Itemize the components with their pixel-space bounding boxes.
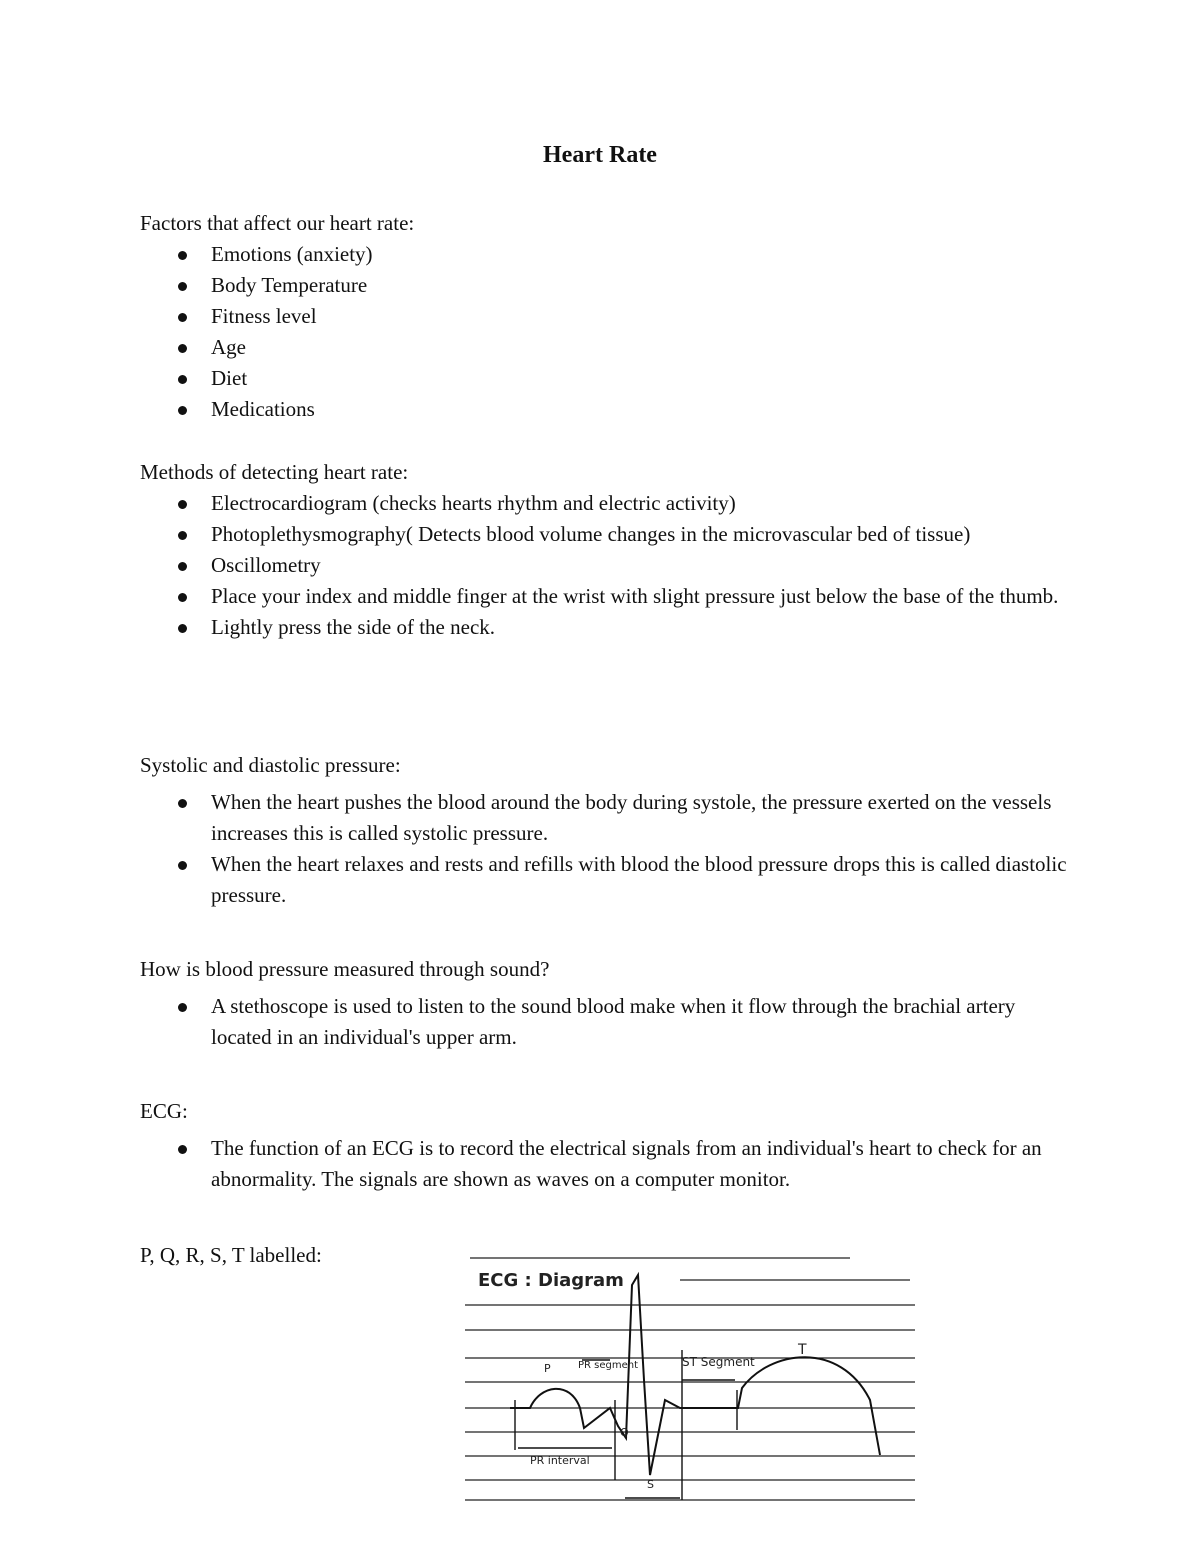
list-item-text: When the heart relaxes and rests and refills with blood the blood pressure drops this is called diastolic pressure.	[211, 852, 1067, 907]
list-item-text: When the heart pushes the blood around the body during systole, the pressure exerted on the vessels increases this is called systolic pressure.	[211, 790, 1052, 845]
list-item	[140, 363, 1070, 394]
bullet-icon	[178, 1145, 187, 1154]
list-item-text: Oscillometry	[211, 553, 321, 577]
label-st-segment: ST Segment	[682, 1355, 755, 1369]
ecg-diagram-svg	[460, 1250, 920, 1520]
label-s: S	[647, 1478, 654, 1491]
labelled-heading: P, Q, R, S, T labelled:	[140, 1243, 322, 1267]
factors-list	[140, 239, 1070, 425]
sound-heading: How is blood pressure measured through sound?	[140, 957, 550, 981]
list-item-text: The function of an ECG is to record the electrical signals from an individual's heart to check for an abnormality. The signals are shown as waves on a computer monitor.	[211, 1136, 1042, 1191]
bullet-icon	[178, 624, 187, 633]
list-item-text: Diet	[211, 366, 248, 390]
page-title: Heart Rate	[543, 142, 657, 168]
list-item	[140, 1133, 1070, 1195]
label-pr-segment: PR segment	[578, 1360, 639, 1371]
list-item	[140, 519, 1070, 550]
list-item	[140, 332, 1070, 363]
bullet-icon	[178, 344, 187, 353]
bullet-icon	[178, 375, 187, 384]
list-item	[140, 270, 1070, 301]
methods-heading: Methods of detecting heart rate:	[140, 460, 409, 484]
list-item	[140, 581, 1070, 612]
list-item	[140, 239, 1070, 270]
bullet-icon	[178, 1003, 187, 1012]
list-item	[140, 787, 1070, 849]
ecg-heading: ECG:	[140, 1099, 188, 1123]
list-item	[140, 488, 1070, 519]
pressure-heading: Systolic and diastolic pressure:	[140, 753, 401, 777]
list-item-text: Photoplethysmography( Detects blood volume changes in the microvascular bed of tissue)	[211, 522, 971, 546]
list-item	[140, 550, 1070, 581]
list-item-text: A stethoscope is used to listen to the sound blood make when it flow through the brachial artery located in an individual's upper arm.	[211, 994, 1016, 1049]
bullet-icon	[178, 593, 187, 602]
sound-list	[140, 991, 1070, 1053]
methods-list	[140, 488, 1070, 643]
list-item	[140, 394, 1070, 425]
label-pr-interval: PR interval	[530, 1454, 590, 1467]
list-item	[140, 991, 1070, 1053]
bullet-icon	[178, 313, 187, 322]
bullet-icon	[178, 531, 187, 540]
bullet-icon	[178, 861, 187, 870]
list-item-text: Lightly press the side of the neck.	[211, 615, 496, 639]
ecg-diagram	[460, 1250, 920, 1520]
list-item	[140, 301, 1070, 332]
list-item-text: Medications	[211, 397, 315, 421]
pressure-list	[140, 787, 1070, 911]
bullet-icon	[178, 406, 187, 415]
bullet-icon	[178, 799, 187, 808]
bullet-icon	[178, 282, 187, 291]
bullet-icon	[178, 251, 187, 260]
label-q: Q	[620, 1426, 629, 1439]
diagram-title: ECG : Diagram	[478, 1270, 624, 1291]
list-item-text: Place your index and middle finger at the wrist with slight pressure just below the base of the thumb.	[211, 584, 1059, 608]
list-item	[140, 612, 1070, 643]
list-item-text: Emotions (anxiety)	[211, 242, 373, 266]
label-t: T	[798, 1342, 807, 1358]
list-item-text: Age	[211, 335, 246, 359]
factors-heading: Factors that affect our heart rate:	[140, 211, 415, 235]
bullet-icon	[178, 562, 187, 571]
list-item-text: Fitness level	[211, 304, 317, 328]
label-p: P	[544, 1362, 551, 1375]
list-item-text: Body Temperature	[211, 273, 368, 297]
list-item-text: Electrocardiogram (checks hearts rhythm and electric activity)	[211, 491, 736, 515]
bullet-icon	[178, 500, 187, 509]
ecg-list	[140, 1133, 1070, 1195]
list-item	[140, 849, 1070, 911]
